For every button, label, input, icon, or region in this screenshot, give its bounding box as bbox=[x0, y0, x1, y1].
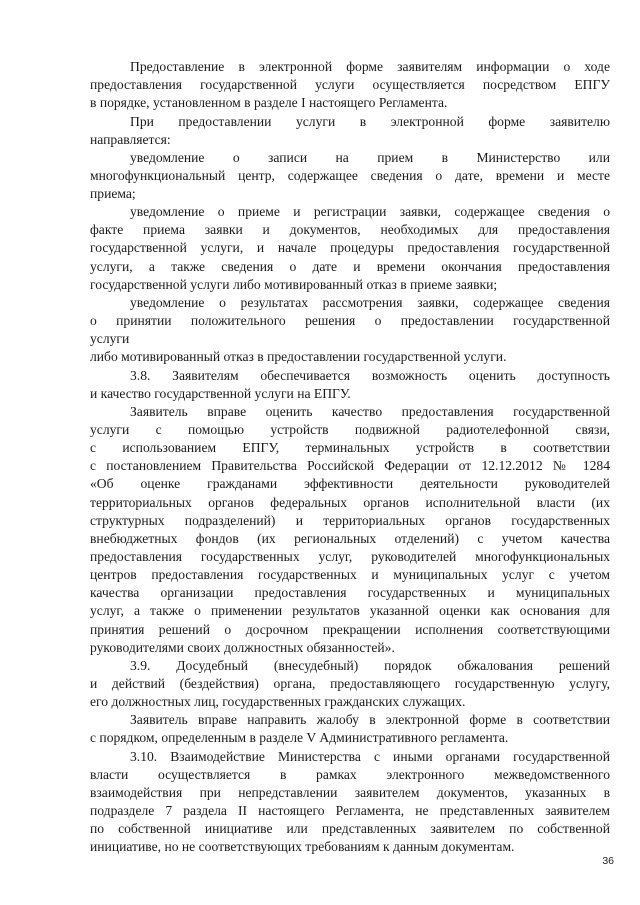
text-line: приема; bbox=[90, 186, 136, 201]
text-line: 3.10. Взаимодействие Министерства с иными органами государственной bbox=[130, 749, 610, 764]
text-line: Заявитель вправе оценить качество предоставления государственной bbox=[130, 404, 610, 419]
text-line: услуг, а также о применении результатов указанной оценки как основания для bbox=[90, 603, 610, 618]
text-line: «Об оценке гражданами эффективности деятельности руководителей bbox=[90, 476, 610, 491]
text-line: его должностных лиц, государственных гражданских служащих. bbox=[90, 694, 466, 709]
text-line: государственной услуги, и начале процедуры предоставления государственной bbox=[90, 240, 610, 255]
text-line: уведомление о приеме и регистрации заявки, содержащее сведения о bbox=[130, 204, 610, 219]
text-line: государственной услуги либо мотивированный отказ в приеме заявки; bbox=[90, 277, 498, 292]
text-line: многофункциональный центр, содержащее сведения о дате, времени и месте bbox=[90, 168, 610, 183]
text-line: направляется: bbox=[90, 132, 171, 147]
text-line: предоставления государственной услуги осуществляется посредством ЕПГУ bbox=[90, 77, 610, 92]
text-line: власти осуществляется в рамках электронного межведомственного bbox=[90, 767, 610, 782]
text-line: с использованием ЕПГУ, терминальных устройств в соответствии bbox=[90, 440, 610, 455]
text-line: принятия решений о досрочном прекращении исполнения соответствующими bbox=[90, 622, 610, 637]
text-line: качества организации предоставления государственных и муниципальных bbox=[90, 585, 610, 600]
text-line: Предоставление в электронной форме заявителям информации о ходе bbox=[130, 59, 610, 74]
text-line: структурных подразделений) и территориальных органов государственных bbox=[90, 513, 610, 528]
text-line: подразделе 7 раздела II настоящего Регламента, не представленных заявителем bbox=[90, 803, 610, 818]
text-line: 3.9. Досудебный (внесудебный) порядок обжалования решений bbox=[130, 658, 610, 673]
text-line: о принятии положительного решения о предоставлении государственной bbox=[90, 313, 610, 328]
text-line: и качество государственной услуги на ЕПГУ. bbox=[90, 386, 351, 401]
text-line: внебюджетных фондов (их региональных отделений) с учетом качества bbox=[90, 531, 610, 546]
text-line: с постановлением Правительства Российской Федерации от 12.12.2012 № 1284 bbox=[90, 458, 610, 473]
text-line: и действий (бездействия) органа, предоставляющего государственную услугу, bbox=[90, 676, 610, 691]
page-number: 36 bbox=[602, 855, 614, 867]
text-line: уведомление о результатах рассмотрения заявки, содержащее сведения bbox=[130, 295, 610, 310]
text-line: по собственной инициативе или представленных заявителем по собственной bbox=[90, 821, 610, 836]
text-line: инициативе, но не соответствующих требованиям к данным документам. bbox=[90, 839, 515, 854]
text-line: 3.8. Заявителям обеспечивается возможность оценить доступность bbox=[130, 368, 610, 383]
text-line: При предоставлении услуги в электронной форме заявителю bbox=[130, 114, 610, 129]
text-line: руководителями своих должностных обязанностей». bbox=[90, 640, 395, 655]
text-line: либо мотивированный отказ в предоставлении государственной услуги. bbox=[90, 349, 507, 364]
text-line: уведомление о записи на прием в Министерство или bbox=[130, 150, 610, 165]
text-line: взаимодействия при непредставлении заявителем документов, указанных в bbox=[90, 785, 610, 800]
text-line: факте приема заявки и документов, необходимых для предоставления bbox=[90, 222, 610, 237]
text-line: центров предоставления государственных и муниципальных услуг с учетом bbox=[90, 567, 610, 582]
text-line: территориальных органов федеральных органов исполнительной власти (их bbox=[90, 495, 610, 510]
text-line: услуги, а также сведения о дате и времени окончания предоставления bbox=[90, 259, 610, 274]
text-line: в порядке, установленном в разделе I настоящего Регламента. bbox=[90, 95, 448, 110]
text-line: Заявитель вправе направить жалобу в электронной форме в соответствии bbox=[130, 712, 610, 727]
text-line: предоставления государственных услуг, руководителей многофункциональных bbox=[90, 549, 610, 564]
text-line: с порядком, определенным в разделе V Административного регламента. bbox=[90, 730, 509, 745]
text-line: услуги bbox=[90, 331, 130, 346]
text-line: услуги с помощью устройств подвижной радиотелефонной связи, bbox=[90, 422, 610, 437]
